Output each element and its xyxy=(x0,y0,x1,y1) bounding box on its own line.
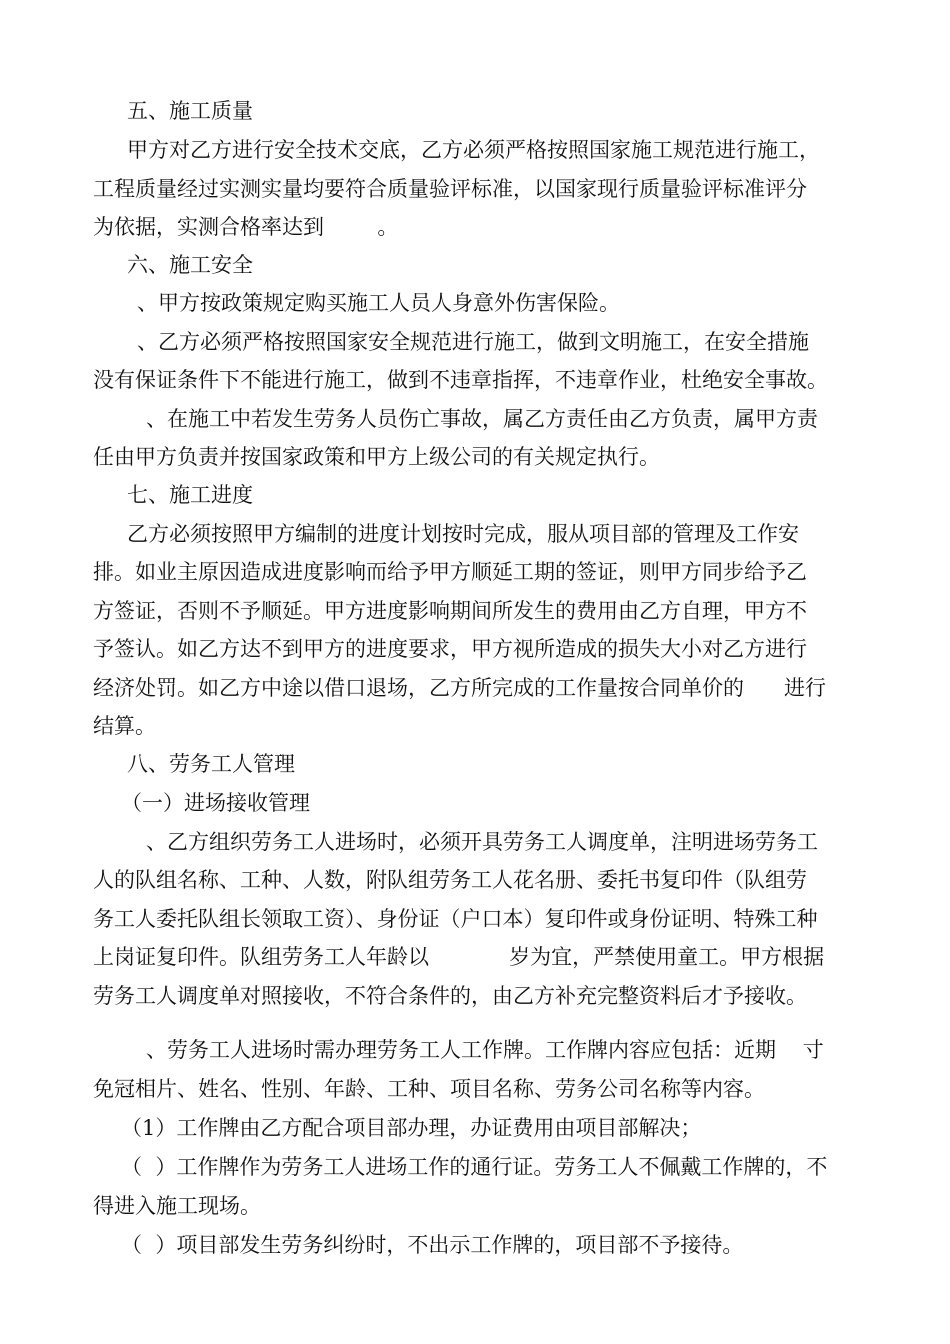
paragraph-line: 、乙方组织劳务工人进场时，必须开具劳务工人调度单，注明进场劳务工 xyxy=(146,830,818,854)
paragraph-line: 结算。 xyxy=(93,714,156,738)
paragraph-line: 工程质量经过实测实量均要符合质量验评标准，以国家现行质量验评标准评分 xyxy=(93,177,807,201)
section-heading-construction-safety: 六、施工安全 xyxy=(127,253,253,277)
paragraph-line: 、在施工中若发生劳务人员伤亡事故，属乙方责任由乙方负责，属甲方责 xyxy=(146,407,818,431)
paragraph-line: 为依据，实测合格率达到 。 xyxy=(93,215,399,239)
paragraph-line: 免冠相片、姓名、性别、年龄、工种、项目名称、劳务公司名称等内容。 xyxy=(93,1077,765,1101)
paragraph-line: 没有保证条件下不能进行施工，做到不违章指挥，不违章作业，杜绝安全事故。 xyxy=(93,368,828,392)
subsection-heading-entry-management: （一）进场接收管理 xyxy=(121,791,310,815)
list-item: （ ）工作牌作为劳务工人进场工作的通行证。劳务工人不佩戴工作牌的，不 xyxy=(121,1155,828,1179)
paragraph-line: 甲方对乙方进行安全技术交底，乙方必须严格按照国家施工规范进行施工， xyxy=(127,138,820,162)
paragraph-line: 予签认。如乙方达不到甲方的进度要求，甲方视所造成的损失大小对乙方进行 xyxy=(93,637,807,661)
section-heading-labor-management: 八、劳务工人管理 xyxy=(127,752,295,776)
paragraph-line: 上岗证复印件。队组劳务工人年龄以 岁为宜，严禁使用童工。甲方根据 xyxy=(93,945,825,969)
list-item: （ ）项目部发生劳务纠纷时，不出示工作牌的，项目部不予接待。 xyxy=(121,1233,744,1257)
list-item: （1）工作牌由乙方配合项目部办理，办证费用由项目部解决； xyxy=(121,1116,702,1140)
paragraph-line: 排。如业主原因造成进度影响而给予甲方顺延工期的签证，则甲方同步给予乙 xyxy=(93,560,807,584)
paragraph-line: 方签证，否则不予顺延。甲方进度影响期间所发生的费用由乙方自理，甲方不 xyxy=(93,599,807,623)
paragraph-line: 乙方必须按照甲方编制的进度计划按时完成，服从项目部的管理及工作安 xyxy=(127,522,799,546)
paragraph-line: 任由甲方负责并按国家政策和甲方上级公司的有关规定执行。 xyxy=(93,445,660,469)
section-heading-construction-quality: 五、施工质量 xyxy=(127,99,253,123)
paragraph-line: 人的队组名称、工种、人数，附队组劳务工人花名册、委托书复印件（队组劳 xyxy=(93,868,807,892)
paragraph-line: 、甲方按政策规定购买施工人员人身意外伤害保险。 xyxy=(137,291,620,315)
paragraph-line: 、劳务工人进场时需办理劳务工人工作牌。工作牌内容应包括：近期 寸 xyxy=(146,1038,824,1062)
paragraph-line: 经济处罚。如乙方中途以借口退场，乙方所完成的工作量按合同单价的 进行 xyxy=(93,676,827,700)
paragraph-line: 、乙方必须严格按照国家安全规范进行施工，做到文明施工，在安全措施 xyxy=(137,330,809,354)
paragraph-line: 劳务工人调度单对照接收，不符合条件的，由乙方补充完整资料后才予接收。 xyxy=(93,984,807,1008)
paragraph-line: 得进入施工现场。 xyxy=(93,1194,261,1218)
section-heading-construction-progress: 七、施工进度 xyxy=(127,483,253,507)
paragraph-line: 务工人委托队组长领取工资）、身份证（户口本）复印件或身份证明、特殊工种 xyxy=(93,907,818,931)
